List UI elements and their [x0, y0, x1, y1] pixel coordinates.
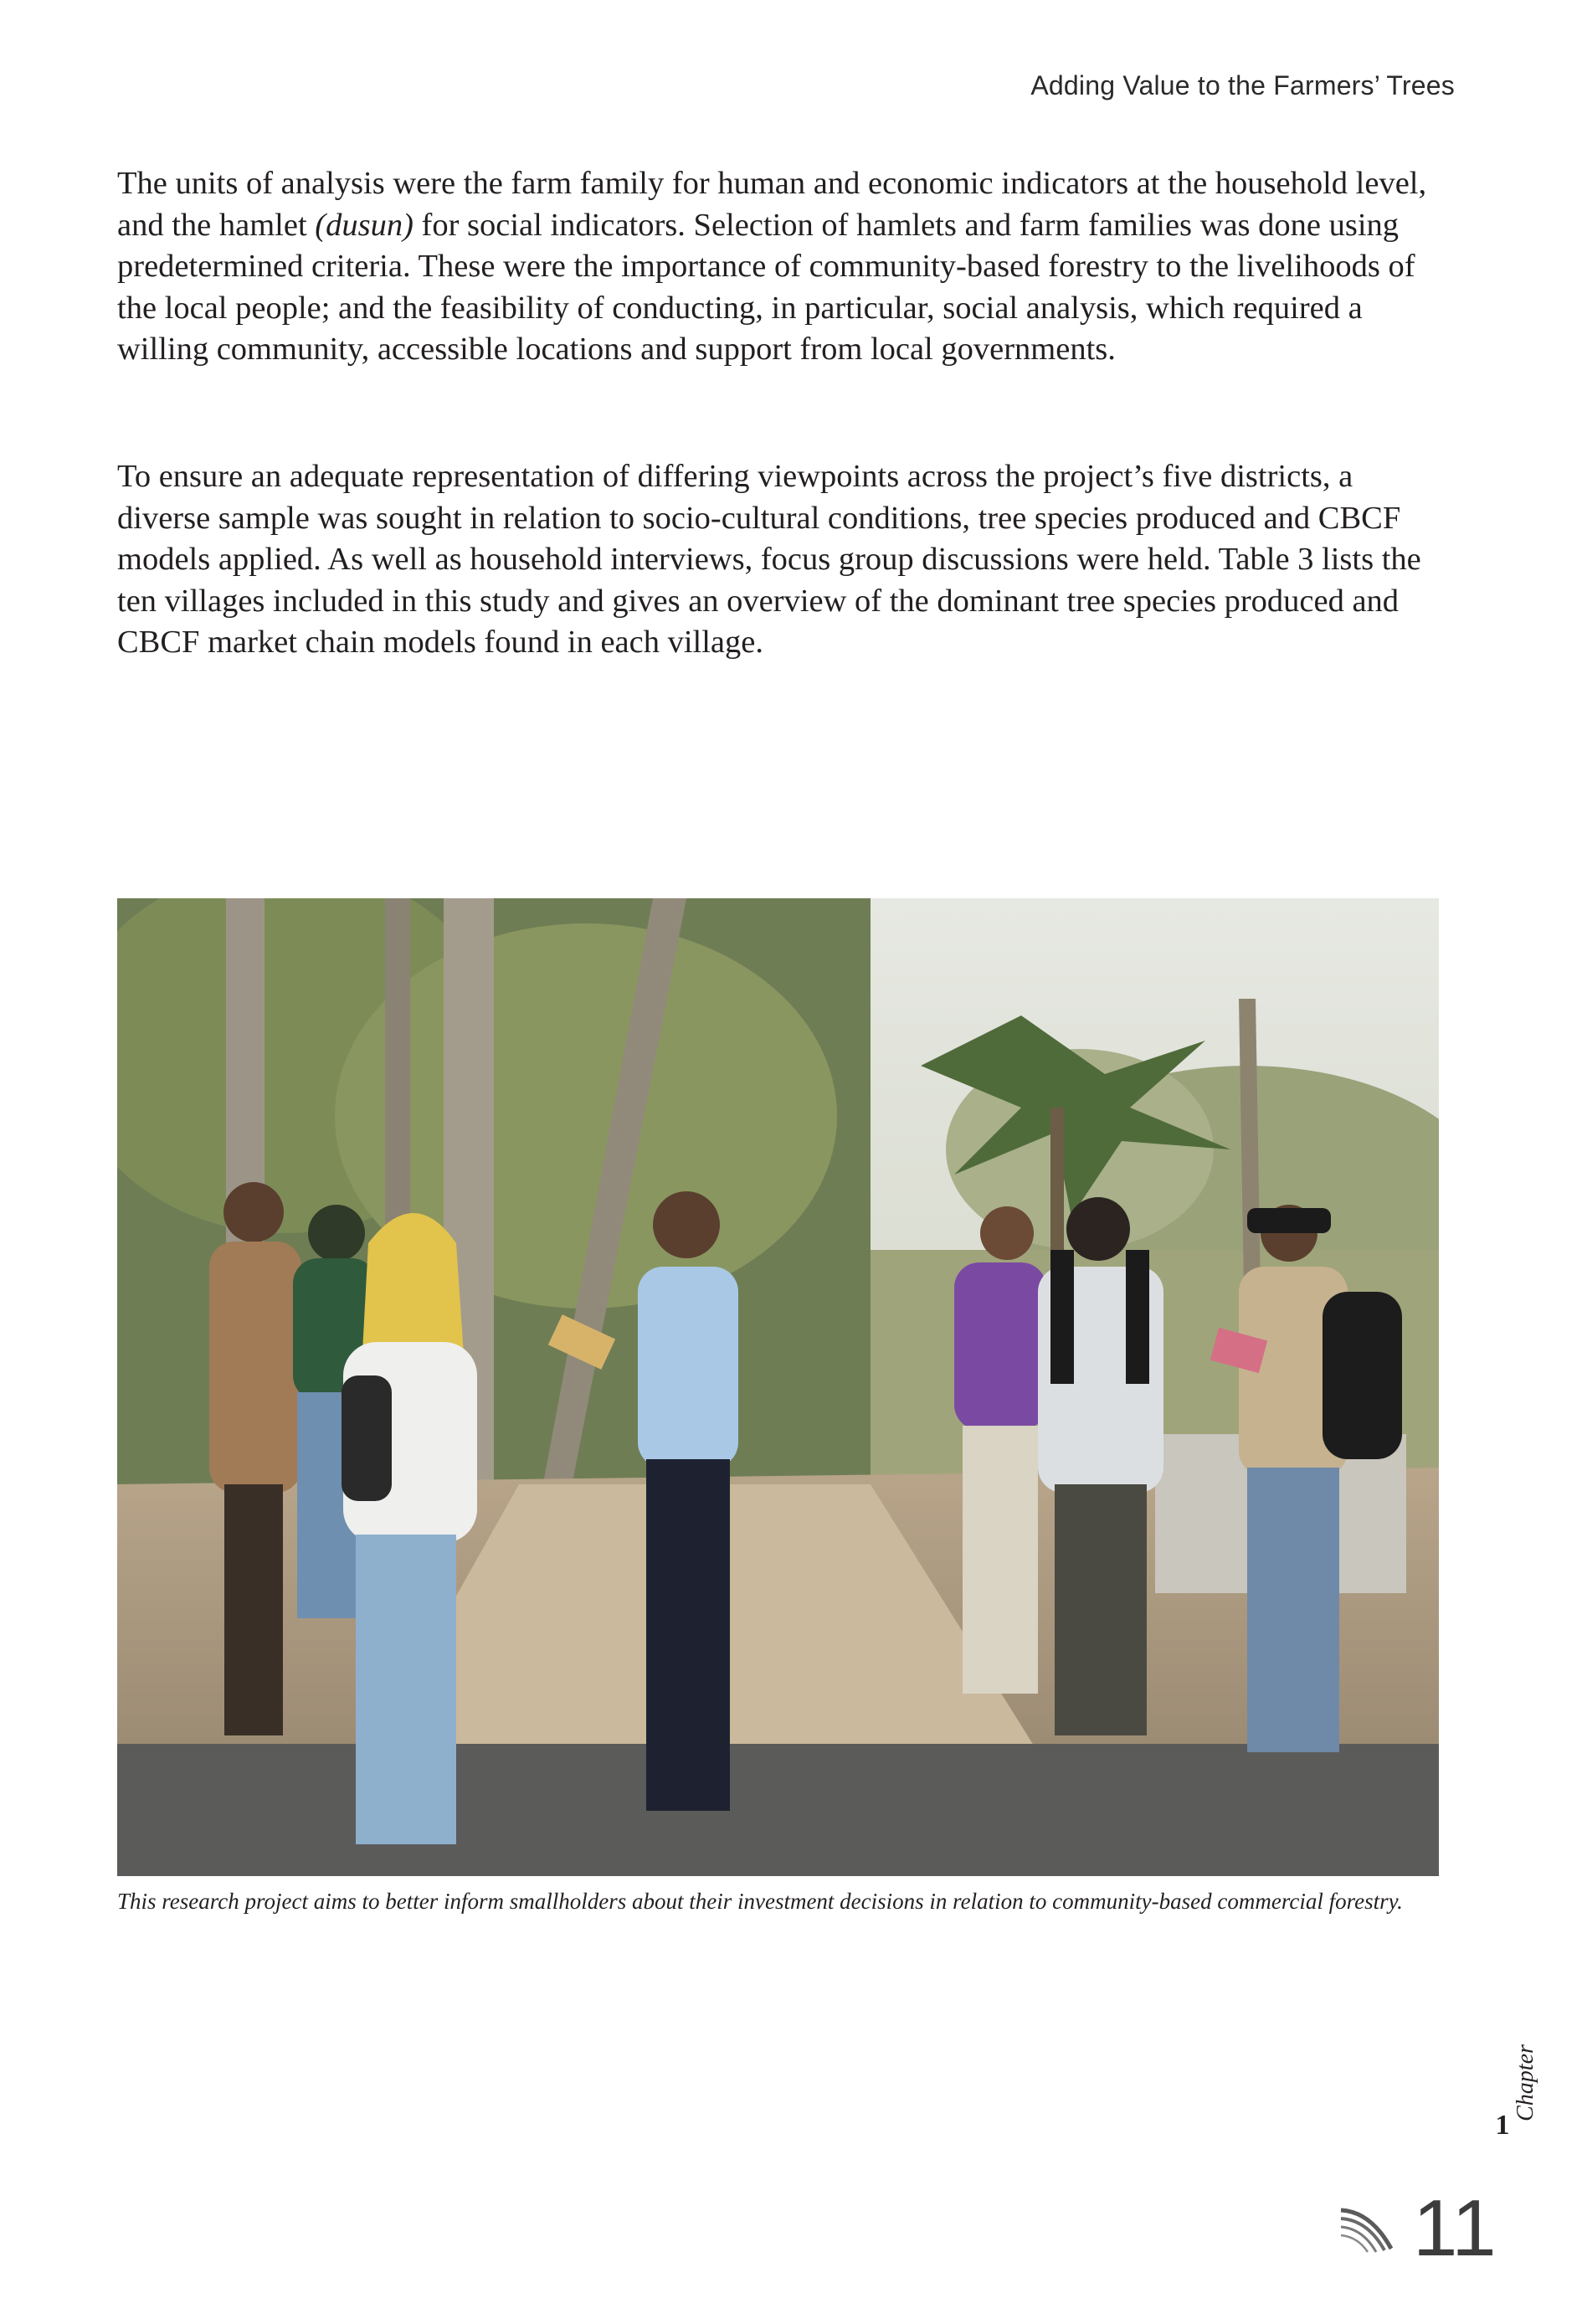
chapter-tab-number: 1 [1495, 2110, 1510, 2141]
photo-illustration [117, 898, 1439, 1876]
body-paragraph-2: To ensure an adequate representation of differing viewpoints across the project’s five districts, a diverse sample was sought in relation to socio-cultural conditions, tree species produced and CBCF models applied. As well as household interviews, focus group discussions were held. Table 3 lists the ten villages included in this study and gives an overview of the dominant tree species produced and CBCF market chain models found in each village. [117, 459, 1421, 660]
leaf-swirl-icon [1338, 2203, 1396, 2254]
photo-caption: This research project aims to better inform smallholders about their investment decisions in relation to community-based commercial forestry. [117, 1889, 1403, 1914]
paragraph-1-text-a: The units of analysis were the farm family for human and economic indicators at the household level, and the hamlet [117, 166, 1427, 243]
paragraph-1-text-b: for social indicators. Selection of hamlets and farm families was done using predetermined criteria. These were the importance of community-based forestry to the livelihoods of the local people; and the feasibility of conducting, in particular, social analysis, which required a willing community, accessible locations and support from local governments. [117, 207, 1415, 367]
field-research-photo [117, 898, 1439, 1876]
body-paragraph-1 [117, 163, 1450, 371]
paragraph-1-italic-term: (dusun) [315, 207, 413, 243]
page-number: 11 [1413, 2183, 1497, 2273]
chapter-tab-label: Chapter [1513, 2044, 1538, 2121]
running-header: Adding Value to the Farmers’ Trees [1030, 70, 1455, 100]
